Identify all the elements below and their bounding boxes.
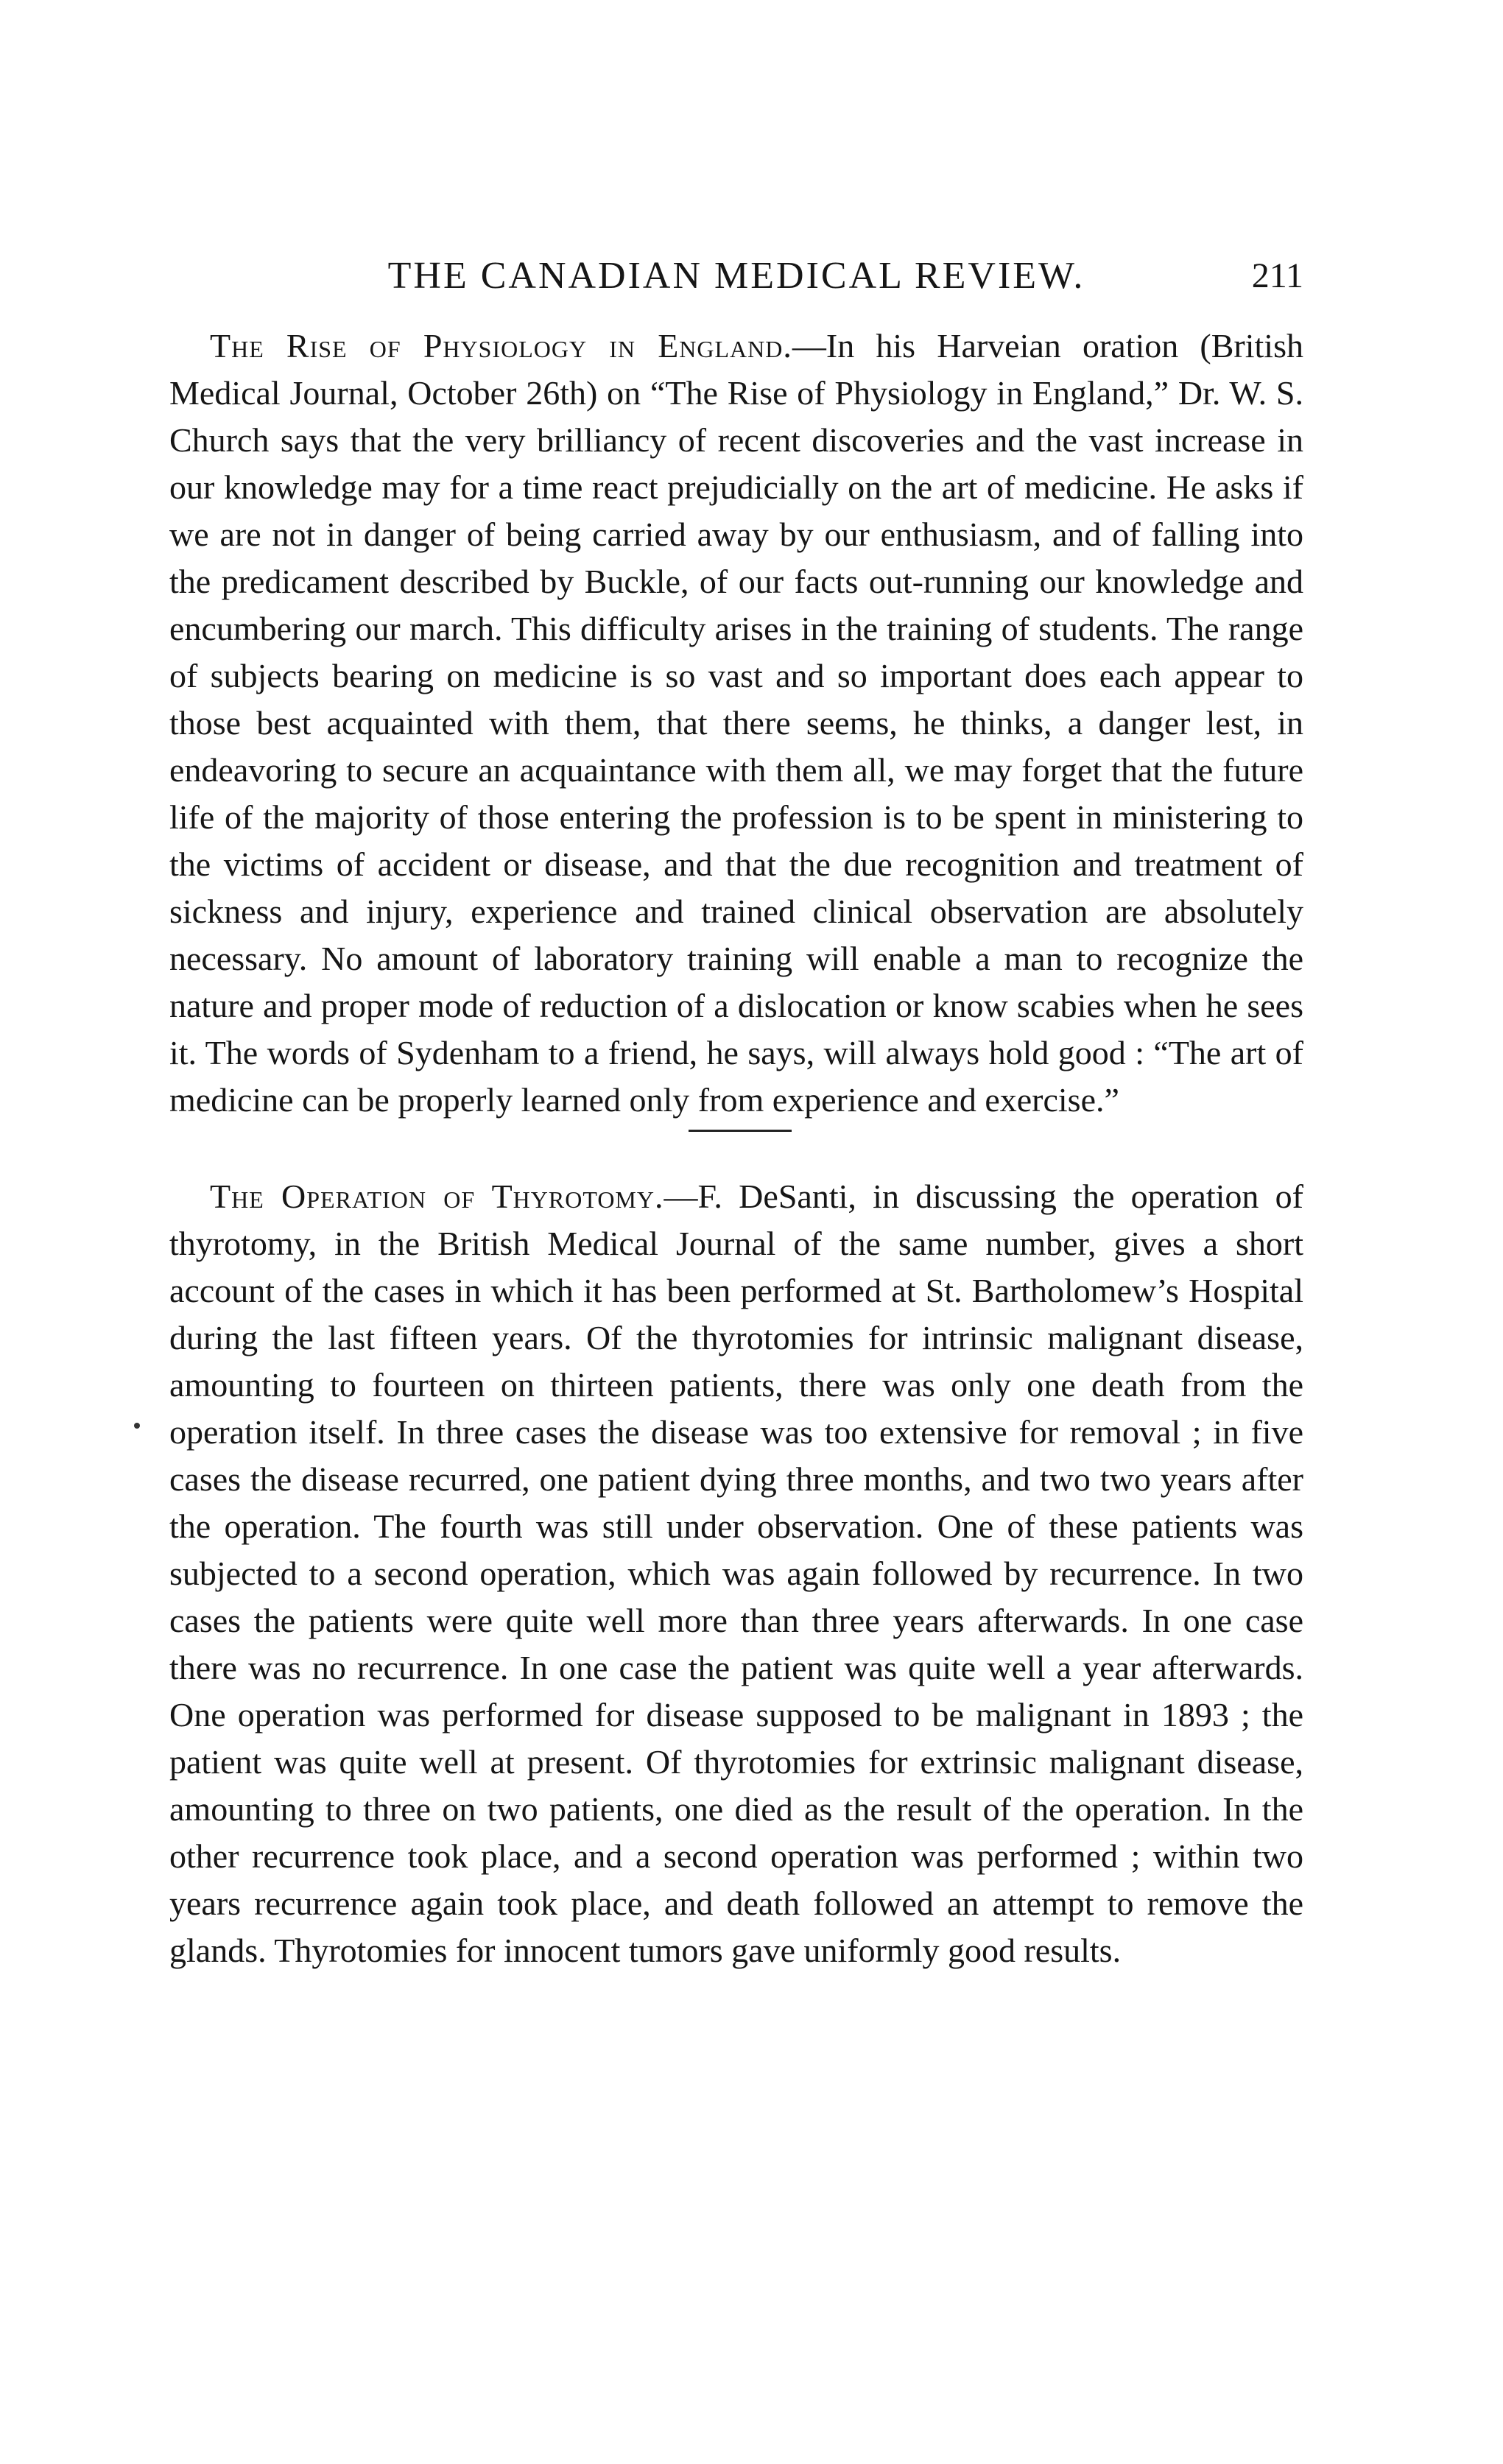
- article-paragraph: [169, 1173, 1303, 1974]
- article-text: F. DeSanti, in discussing the operation of thyrotomy, in the British Medical Journal of the same number, gives a short account of the cases in which it has been performed at St. Bartholomew’s Hospital during the last fifteen years. Of the thyrotomies for intrinsic malignant disease, amounting to fourteen on thirteen patients, there was only one death from the operation itself. In three cases the disease was too extensive for removal ; in five cases the disease recurred, one patient dying three months, and two two years after the operation. The fourth was still under observation. One of these patients was subjected to a second operation, which was again followed by recurrence. In two cases the patients were quite well more than three years afterwards. In one case there was no recurrence. In one case the patient was quite well a year afterwards. One operation was performed for disease supposed to be malignant in 1893 ; the patient was quite well at present. Of thyrotomies for extrinsic malignant disease, amounting to three on two patients, one died as the result of the operation. In the other recurrence took place, and a second operation was performed ; within two years recurrence again took place, and death followed an attempt to remove the glands. Thyrotomies for innocent tumors gave uniformly good results.: [169, 1178, 1303, 1969]
- article-rise-of-physiology: [169, 323, 1303, 1124]
- article-text: In his Harveian oration (British Medical Journal, October 26th) on “The Rise of Physiology in England,” Dr. W. S. Church says that the very brilliancy of recent discoveries and the vast increase in our knowledge may for a time react prejudicially on the art of medicine. He asks if we are not in danger of being carried away by our enthusiasm, and of falling into the predicament described by Buckle, of our facts out-running our knowledge and encumbering our march. This difficulty arises in the training of students. The range of subjects bearing on medicine is so vast and so important does each appear to those best acquainted with them, that there seems, he thinks, a danger lest, in endeavoring to secure an acquaintance with them all, we may forget that the future life of the majority of those entering the profession is to be spent in ministering to the victims of accident or disease, and that the due recognition and treatment of sickness and injury, experience and trained clinical observation are absolutely necessary. No amount of laboratory training will enable a man to recognize the nature and proper mode of reduction of a dislocation or know scabies when he sees it. The words of Sydenham to a friend, he says, will always hold good : “The art of medicine can be properly learned only from experience and exercise.”: [169, 327, 1303, 1119]
- heading-dash: —: [663, 1178, 698, 1215]
- running-header: [169, 254, 1303, 298]
- running-title: THE CANADIAN MEDICAL REVIEW.: [387, 255, 1085, 297]
- article-paragraph: [169, 323, 1303, 1124]
- body-text: [169, 323, 1303, 1974]
- page-number: 211: [1251, 256, 1303, 295]
- article-heading: The Rise of Physiology in England.: [210, 327, 792, 365]
- heading-dash: —: [792, 327, 826, 365]
- margin-mark: [134, 1423, 140, 1429]
- article-heading: The Operation of Thyrotomy.: [210, 1178, 664, 1215]
- article-operation-of-thyrotomy: [169, 1173, 1303, 1974]
- section-divider: [689, 1130, 792, 1132]
